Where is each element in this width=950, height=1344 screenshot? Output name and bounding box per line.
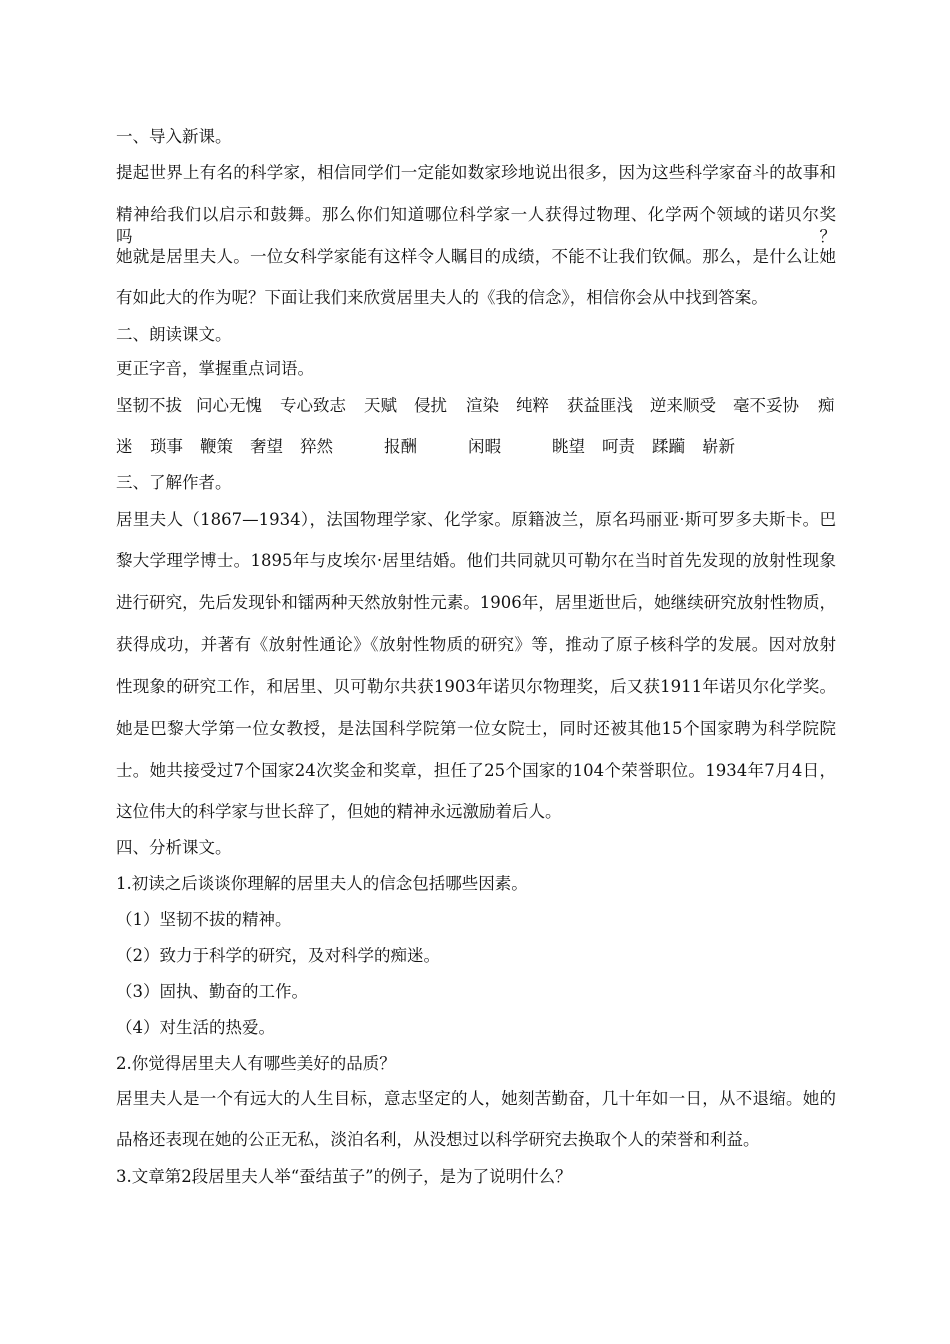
vocab-word: 专心致志 xyxy=(280,396,346,415)
answer-item: （2）致力于科学的研究，及对科学的痴迷。 xyxy=(116,946,440,965)
vocab-word: 天赋 xyxy=(364,396,397,415)
vocab-word: 呵责 xyxy=(602,437,635,456)
vocab-word: 痴 xyxy=(818,396,835,415)
paragraph-line: 品格还表现在她的公正无私，淡泊名利，从没想过以科学研究去换取个人的荣誉和利益。 xyxy=(116,1130,760,1149)
question-2: 2.你觉得居里夫人有哪些美好的品质？ xyxy=(116,1054,396,1073)
paragraph-line: 进行研究，先后发现钋和镭两种天然放射性元素。1906年，居里逝世后，她继续研究放射性物质， xyxy=(116,593,836,612)
vocab-word: 迷 xyxy=(116,437,133,456)
vocab-word: 侵扰 xyxy=(414,396,447,415)
answer-item: （4）对生活的热爱。 xyxy=(116,1018,275,1037)
vocab-word: 问心无愧 xyxy=(196,396,262,415)
section-heading-reading: 二、朗读课文。 xyxy=(116,325,232,344)
vocab-word: 奢望 xyxy=(250,437,283,456)
vocab-word: 眺望 xyxy=(552,437,585,456)
paragraph-line: 她就是居里夫人。一位女科学家能有这样令人瞩目的成绩，不能不让我们钦佩。那么，是什么让她 xyxy=(116,247,836,266)
vocab-word: 获益匪浅 xyxy=(567,396,633,415)
answer-item: （3）固执、勤奋的工作。 xyxy=(116,982,308,1001)
vocab-word: 报酬 xyxy=(384,437,417,456)
vocab-word: 猝然 xyxy=(300,437,333,456)
reading-intro: 更正字音，掌握重点词语。 xyxy=(116,359,314,378)
vocab-word: 闲暇 xyxy=(468,437,501,456)
paragraph-line: 居里夫人是一个有远大的人生目标，意志坚定的人，她刻苦勤奋，几十年如一日，从不退缩。她的 xyxy=(116,1089,836,1108)
question-3: 3.文章第2段居里夫人举“蚕结茧子”的例子，是为了说明什么？ xyxy=(116,1167,572,1186)
answer-item: （1）坚韧不拔的精神。 xyxy=(116,910,292,929)
vocab-word: 逆来顺受 xyxy=(650,396,716,415)
vocab-word: 毫不妥协 xyxy=(733,396,799,415)
vocab-row xyxy=(116,436,836,458)
vocab-word: 纯粹 xyxy=(516,396,549,415)
paragraph-line: 黎大学理学博士。1895年与皮埃尔·居里结婚。他们共同就贝可勒尔在当时首先发现的放射性现象 xyxy=(116,551,836,570)
paragraph-line: 士。她共接受过7个国家24次奖金和奖章，担任了25个国家的104个荣誉职位。1934年7月4日， xyxy=(116,761,836,780)
section-heading-author: 三、了解作者。 xyxy=(116,473,232,492)
paragraph-line: 居里夫人（1867—1934），法国物理学家、化学家。原籍波兰，原名玛丽亚·斯可罗多夫斯卡。巴 xyxy=(116,510,836,529)
section-heading-intro: 一、导入新课。 xyxy=(116,127,232,146)
paragraph-line: 有如此大的作为呢？下面让我们来欣赏居里夫人的《我的信念》，相信你会从中找到答案。 xyxy=(116,288,768,307)
paragraph-line: 性现象的研究工作，和居里、贝可勒尔共获1903年诺贝尔物理奖，后又获1911年诺贝尔化学奖。 xyxy=(116,677,836,696)
paragraph-line: 这位伟大的科学家与世长辞了，但她的精神永远激励着后人。 xyxy=(116,802,562,821)
section-heading-analysis: 四、分析课文。 xyxy=(116,838,232,857)
paragraph-line: 她是巴黎大学第一位女教授，是法国科学院第一位女院士，同时还被其他15个国家聘为科学院院 xyxy=(116,719,836,738)
vocab-row xyxy=(116,395,836,417)
paragraph-line: 提起世界上有名的科学家，相信同学们一定能如数家珍地说出很多，因为这些科学家奋斗的故事和 xyxy=(116,163,836,182)
paragraph-line: 精神给我们以启示和鼓舞。那么你们知道哪位科学家一人获得过物理、化学两个领域的诺贝尔奖吗？ xyxy=(116,205,836,246)
vocab-word: 蹂躏 xyxy=(652,437,685,456)
vocab-word: 坚韧不拔 xyxy=(116,396,182,415)
vocab-word: 琐事 xyxy=(150,437,183,456)
vocab-word: 崭新 xyxy=(702,437,735,456)
paragraph-line: 获得成功，并著有《放射性通论》《放射性物质的研究》等，推动了原子核科学的发展。因对放射 xyxy=(116,635,836,654)
vocab-word: 鞭策 xyxy=(200,437,233,456)
vocab-word: 渲染 xyxy=(466,396,499,415)
question-1: 1.初读之后谈谈你理解的居里夫人的信念包括哪些因素。 xyxy=(116,874,528,893)
